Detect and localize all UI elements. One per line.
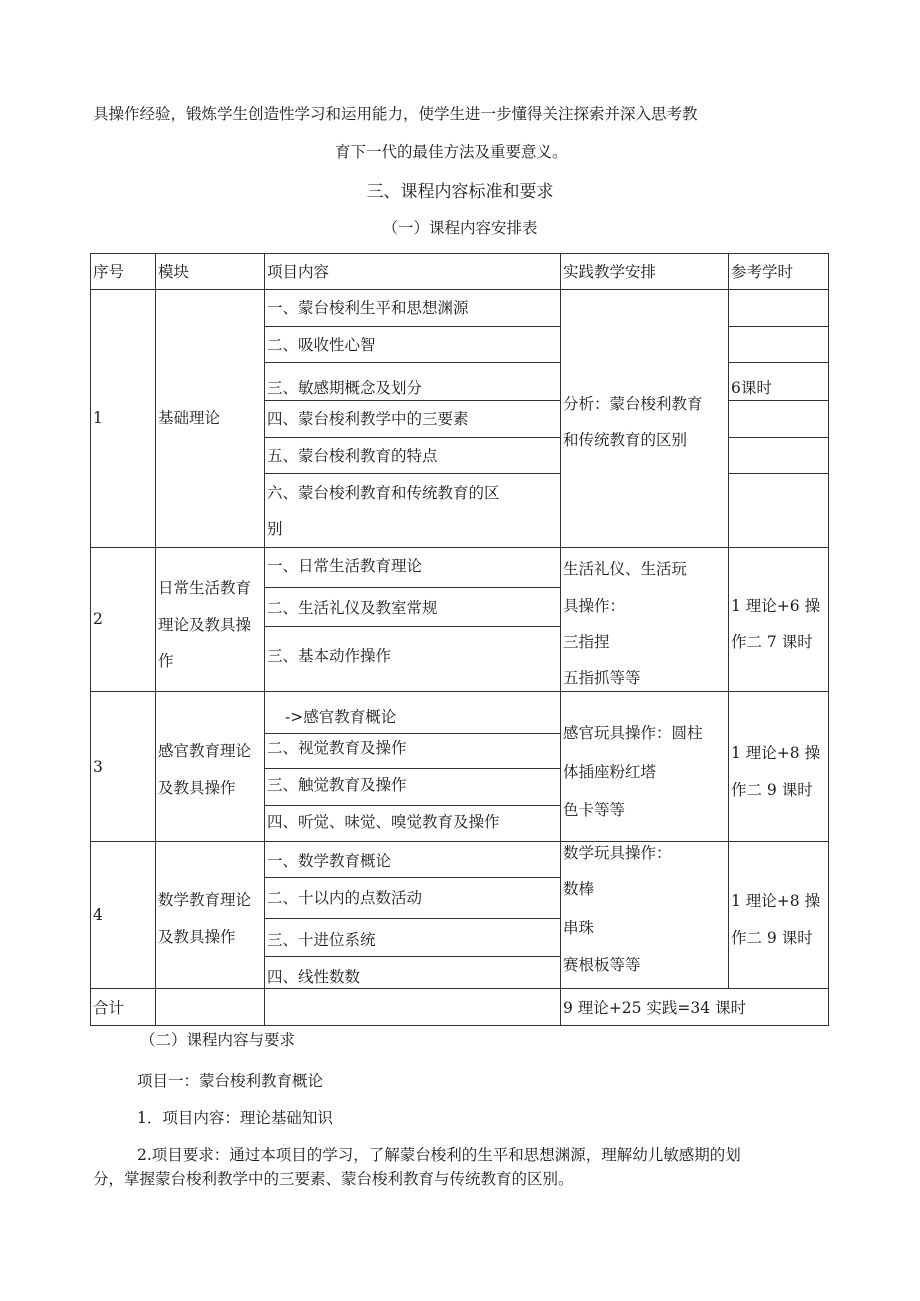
- total-value: 9 理论+25 实践=34 课时: [563, 999, 747, 1017]
- row3-practice: 感官玩具操作：圆柱: [563, 724, 703, 742]
- row2-module: 作: [158, 652, 174, 670]
- row4-practice: 数棒: [563, 880, 595, 898]
- row1-module: 基础理论: [158, 409, 221, 427]
- row2-practice: 三指捏: [563, 633, 610, 651]
- header-hours: 参考学时: [731, 263, 794, 281]
- row1-item: 五、蒙台梭利教育的特点: [267, 447, 438, 465]
- row3-practice: 色卡等等: [563, 801, 626, 819]
- row4-practice: 赛根板等等: [563, 956, 641, 974]
- project-content: 1．项目内容：理论基础知识: [137, 1109, 333, 1127]
- row2-practice: 五指抓等等: [563, 669, 641, 687]
- row4-number: 4: [93, 906, 103, 924]
- row4-item: 二、十以内的点数活动: [267, 889, 423, 907]
- row2-item: 一、日常生活教育理论: [267, 557, 423, 575]
- row1-number: 1: [93, 409, 103, 427]
- row3-module: 感官教育理论: [158, 742, 252, 760]
- row1-item: 二、吸收性心智: [267, 336, 376, 354]
- row2-item: 三、基本动作操作: [267, 647, 392, 665]
- project-requirement-line-1: 2.项目要求：通过本项目的学习，了解蒙台梭利的生平和思想渊源，理解幼儿敏感期的划: [137, 1146, 741, 1164]
- section-title: 三、课程内容标准和要求: [366, 182, 554, 202]
- row2-module: 理论及教具操: [158, 616, 252, 634]
- row1-item: 三、敏感期概念及划分: [267, 379, 423, 397]
- row3-item: 二、视觉教育及操作: [267, 739, 407, 757]
- row4-module: 及教具操作: [158, 928, 236, 946]
- row2-practice: 生活礼仪、生活玩: [563, 560, 688, 578]
- row1-hours: 6课时: [731, 379, 772, 397]
- row1-item: 一、蒙台梭利生平和思想渊源: [267, 299, 469, 317]
- header-items: 项目内容: [267, 263, 330, 281]
- row1-item: 四、蒙台梭利教学中的三要素: [267, 410, 469, 428]
- row3-number: 3: [93, 758, 103, 776]
- row2-item: 二、生活礼仪及教室常规: [267, 599, 438, 617]
- subsection-title: （二）课程内容与要求: [140, 1031, 296, 1049]
- row4-hours: 1 理论+8 操: [731, 892, 821, 910]
- row2-module: 日常生活教育: [158, 579, 252, 597]
- row4-module: 数学教育理论: [158, 891, 252, 909]
- row4-item: 一、数学教育概论: [267, 852, 392, 870]
- row3-hours: 作二 9 课时: [731, 781, 813, 799]
- row2-practice: 具操作：: [563, 597, 626, 615]
- project-title: 项目一：蒙台梭利教育概论: [137, 1072, 324, 1090]
- row3-hours: 1 理论+8 操: [731, 744, 821, 762]
- row3-module: 及教具操作: [158, 779, 236, 797]
- row2-hours: 1 理论+6 操: [731, 597, 821, 615]
- row1-item-cont: 别: [267, 520, 283, 538]
- header-number: 序号: [93, 263, 125, 281]
- header-module: 模块: [158, 263, 190, 281]
- row2-hours: 作二 7 课时: [731, 633, 813, 651]
- row4-practice: 数学玩具操作：: [563, 844, 672, 862]
- intro-line-2: 育下一代的最佳方法及重要意义。: [335, 143, 568, 161]
- table-title: （一）课程内容安排表: [382, 219, 538, 237]
- row1-practice: 分析：蒙台梭利教育: [563, 395, 703, 413]
- intro-line-1: 具操作经验，锻炼学生创造性学习和运用能力，使学生进一步懂得关注探索并深入思考教: [93, 105, 698, 123]
- project-requirement-line-2: 分，掌握蒙台梭利教学中的三要素、蒙台梭利教育与传统教育的区别。: [93, 1170, 574, 1188]
- row3-item: 四、听觉、味觉、嗅觉教育及操作: [267, 813, 500, 831]
- row3-item: ->感官教育概论: [285, 708, 397, 726]
- row3-item: 三、触觉教育及操作: [267, 776, 407, 794]
- header-practice: 实践教学安排: [563, 263, 657, 281]
- row1-practice: 和传统教育的区别: [563, 431, 688, 449]
- total-label: 合计: [93, 999, 125, 1017]
- row2-number: 2: [93, 610, 103, 628]
- row4-item: 四、线性数数: [267, 968, 361, 986]
- row4-practice: 串珠: [563, 919, 595, 937]
- row3-practice: 体插座粉红塔: [563, 763, 657, 781]
- row1-item: 六、蒙台梭利教育和传统教育的区: [267, 484, 500, 502]
- row4-item: 三、十进位系统: [267, 931, 376, 949]
- row4-hours: 作二 9 课时: [731, 929, 813, 947]
